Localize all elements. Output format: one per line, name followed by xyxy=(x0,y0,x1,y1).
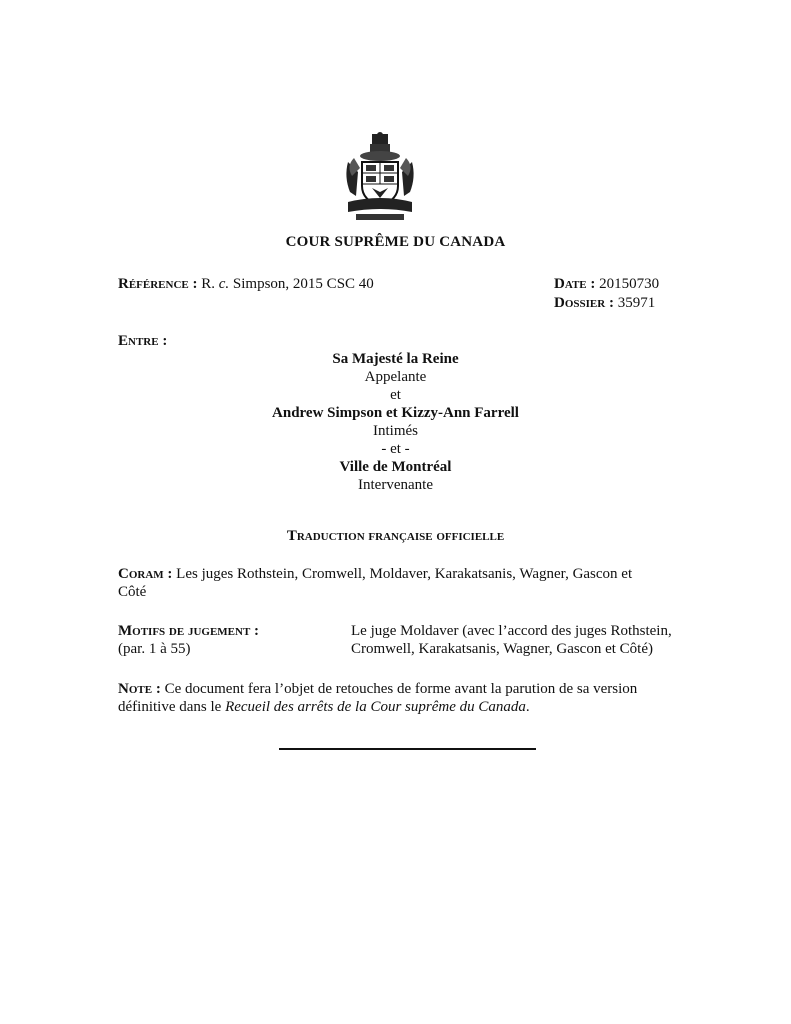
note-text: Ce document fera l’objet de retouches de forme avant la parution de sa version définitive dans le xyxy=(118,681,638,715)
motifs-text: Le juge Moldaver (avec l’accord des juges Rothstein, Cromwell, Karakatsanis, Wagner, Gascon et Côté) xyxy=(351,623,672,657)
official-translation-heading: Traduction française officielle xyxy=(286,528,505,544)
party-name: Ville de Montréal xyxy=(339,459,452,475)
motifs-sep: : xyxy=(250,623,260,639)
dossier-line xyxy=(554,295,655,312)
party-role: Appelante xyxy=(364,369,427,385)
parties-block xyxy=(0,350,791,494)
note-sep: : xyxy=(152,681,165,697)
party-role: Intimés xyxy=(373,423,418,439)
reference-c: c. xyxy=(218,276,230,292)
reference-sep: : xyxy=(188,276,202,292)
note-italic: Recueil des arrêts de la Cour suprême du Canada xyxy=(225,699,526,715)
date-line xyxy=(554,276,659,293)
reference-prefix: R. xyxy=(201,276,219,292)
court-title: COUR SUPRÊME DU CANADA xyxy=(285,234,506,250)
between-label xyxy=(118,333,167,350)
motifs-paragraphs: (par. 1 à 55) xyxy=(118,641,191,657)
coram-line xyxy=(118,565,658,601)
coram-label: Coram xyxy=(118,566,164,582)
date-value: 20150730 xyxy=(599,276,660,292)
coram-text: Les juges Rothstein, Cromwell, Moldaver, Karakatsanis, Wagner, Gascon et Côté xyxy=(118,566,633,600)
reference-line xyxy=(118,276,374,293)
reference-suffix: Simpson, 2015 CSC 40 xyxy=(229,276,374,292)
motifs-label: Motifs de jugement xyxy=(118,623,251,639)
dossier-value: 35971 xyxy=(617,295,656,311)
party-name: Sa Majesté la Reine xyxy=(332,351,459,367)
coram-sep: : xyxy=(163,566,177,582)
dossier-label: Dossier xyxy=(554,295,606,311)
party-name: Andrew Simpson et Kizzy-Ann Farrell xyxy=(272,405,519,421)
party-role: Intervenante xyxy=(358,477,433,493)
dossier-sep: : xyxy=(605,295,618,311)
date-sep: : xyxy=(586,276,600,292)
party-connector: et xyxy=(390,387,401,403)
motifs-label-block xyxy=(118,622,259,658)
between-label-text: Entre xyxy=(118,333,159,349)
reference-label: Référence xyxy=(118,276,189,292)
party-connector: - et - xyxy=(381,441,410,457)
note-label: Note xyxy=(118,681,153,697)
between-sep: : xyxy=(158,333,168,349)
note-line xyxy=(118,680,638,716)
note-end: . xyxy=(525,699,530,715)
horizontal-rule xyxy=(279,748,536,750)
date-label: Date xyxy=(554,276,587,292)
coat-of-arms-icon xyxy=(342,132,418,222)
